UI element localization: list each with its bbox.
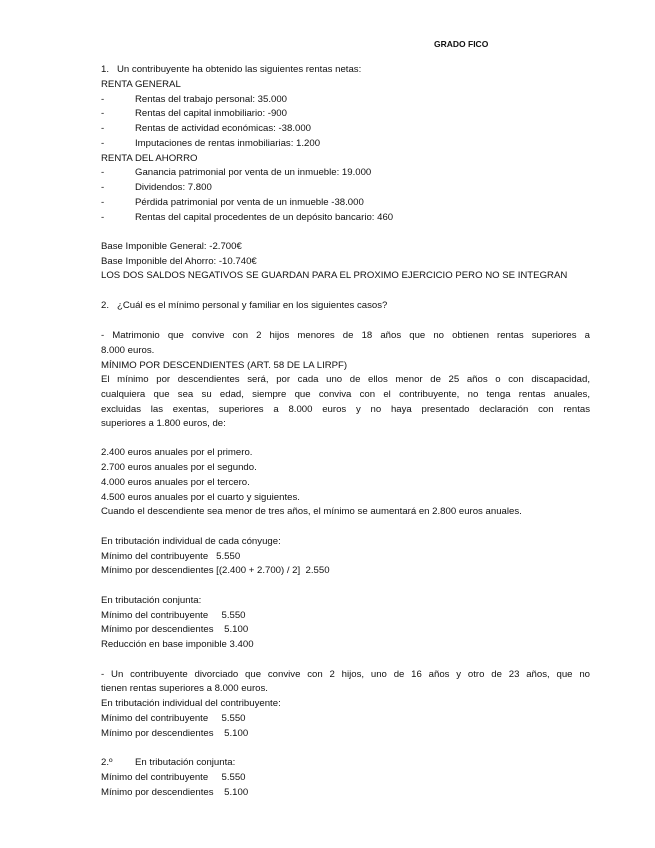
amount-line: 4.500 euros anuales por el cuarto y siguientes.: [101, 492, 300, 503]
amount-line: 2.700 euros anuales por el segundo.: [101, 462, 257, 473]
conj-line: Mínimo del contribuyente 5.550: [101, 610, 246, 621]
conj-line: Mínimo por descendientes 5.100: [101, 624, 249, 635]
case1-line: - Matrimonio que convive con 2 hijos menores de 18 años que no obtienen rentas superiores a: [101, 330, 590, 341]
base-ahorro: Base Imponible del Ahorro: -10.740€: [101, 256, 257, 267]
note: LOS DOS SALDOS NEGATIVOS SE GUARDAN PARA EL PROXIMO EJERCICIO PERO NO SE INTEGRAN: [101, 270, 568, 281]
list-bullet: -: [101, 123, 105, 134]
list-item: Rentas del trabajo personal: 35.000: [135, 94, 288, 105]
question-1-title: 1. Un contribuyente ha obtenido las siguientes rentas netas:: [101, 64, 362, 75]
art-line: superiores a 1.800 euros, de:: [101, 418, 226, 429]
art-line: excluidas las exentas, superiores a 8.000 euros y no haya presentado declaración con rentas: [101, 404, 590, 415]
list-item: Imputaciones de rentas inmobiliarias: 1.200: [135, 138, 321, 149]
list-bullet: -: [101, 108, 105, 119]
ind-line: Mínimo del contribuyente 5.550: [101, 551, 241, 562]
c2-ind-heading: En tributación individual del contribuyente:: [101, 698, 281, 709]
list-bullet: -: [101, 167, 105, 178]
list-item: Ganancia patrimonial por venta de un inmueble: 19.000: [135, 167, 372, 178]
question-2-title: 2. ¿Cuál es el mínimo personal y familiar en los siguientes casos?: [101, 300, 388, 311]
list-item: Rentas del capital procedentes de un depósito bancario: 460: [135, 212, 394, 223]
conj-heading: En tributación conjunta:: [101, 595, 202, 606]
art-line: cualquiera que sea su edad, siempre que conviva con el contribuyente, no tenga rentas anuales,: [101, 389, 590, 400]
renta-general-heading: RENTA GENERAL: [101, 79, 181, 90]
c2-ind-line: Mínimo del contribuyente 5.550: [101, 713, 246, 724]
amount-line: 4.000 euros anuales por el tercero.: [101, 477, 250, 488]
c2-conj-line: Mínimo por descendientes 5.100: [101, 787, 249, 798]
base-general: Base Imponible General: -2.700€: [101, 241, 242, 252]
case1-line: 8.000 euros.: [101, 345, 155, 356]
c2-conj-line: Mínimo del contribuyente 5.550: [101, 772, 246, 783]
conj-line: Reducción en base imponible 3.400: [101, 639, 254, 650]
under3-line: Cuando el descendiente sea menor de tres años, el mínimo se aumentará en 2.800 euros anuales.: [101, 506, 522, 517]
art-line: El mínimo por descendientes será, por cada uno de ellos menor de 25 años o con discapacidad,: [101, 374, 590, 385]
list-item: Rentas del capital inmobiliario: -900: [135, 108, 287, 119]
list-item: Pérdida patrimonial por venta de un inmueble -38.000: [135, 197, 364, 208]
c2-conj-heading: En tributación conjunta:: [135, 757, 236, 768]
list-bullet: -: [101, 212, 105, 223]
amount-line: 2.400 euros anuales por el primero.: [101, 447, 253, 458]
list-bullet: -: [101, 197, 105, 208]
art-heading: MÍNIMO POR DESCENDIENTES (ART. 58 DE LA LIRPF): [101, 360, 348, 371]
c2-ind-line: Mínimo por descendientes 5.100: [101, 728, 249, 739]
case2-line: tienen rentas superiores a 8.000 euros.: [101, 683, 268, 694]
renta-ahorro-heading: RENTA DEL AHORRO: [101, 153, 198, 164]
case2-line: - Un contribuyente divorciado que convive con 2 hijos, uno de 16 años y otro de 23 años, que no: [101, 669, 590, 680]
list-item: Rentas de actividad económicas: -38.000: [135, 123, 311, 134]
list-bullet: -: [101, 94, 105, 105]
c2-conj-number: 2.º: [101, 757, 113, 768]
ind-heading: En tributación individual de cada cónyuge:: [101, 536, 281, 547]
list-item: Dividendos: 7.800: [135, 182, 212, 193]
list-bullet: -: [101, 138, 105, 149]
ind-line: Mínimo por descendientes [(2.400 + 2.700) / 2] 2.550: [101, 565, 330, 576]
list-bullet: -: [101, 182, 105, 193]
page-header: GRADO FICO: [434, 39, 489, 49]
